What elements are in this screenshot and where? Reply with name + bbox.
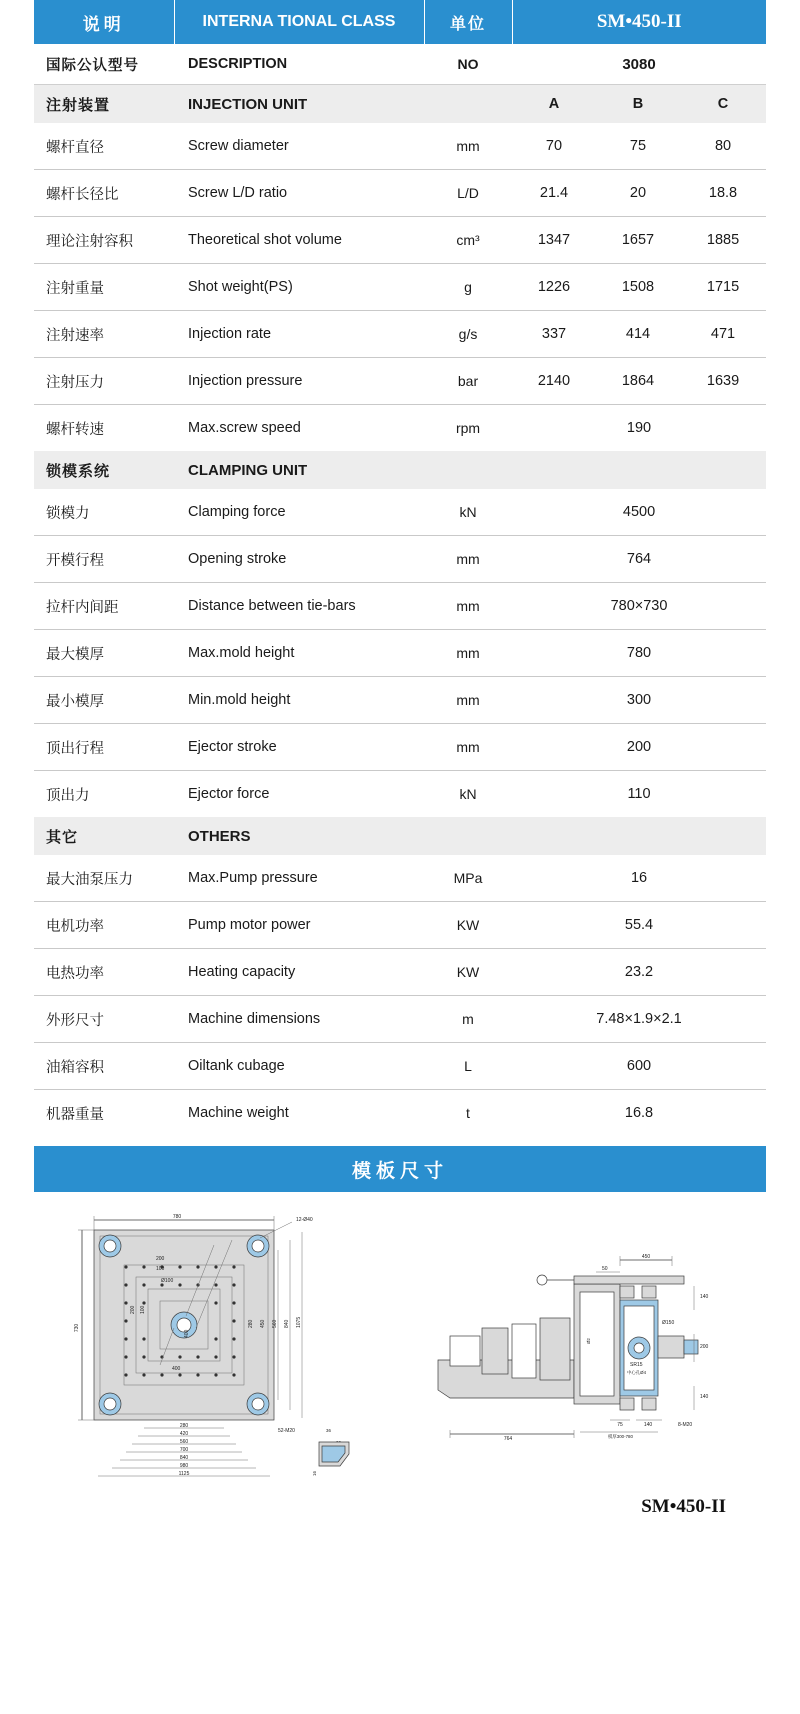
table-row: [34, 771, 766, 818]
dim-b-1125: 1125: [178, 1471, 190, 1477]
dim-v-400: 400: [184, 1329, 190, 1338]
dim-b-420: 420: [179, 1431, 189, 1437]
dim-side-140-top: 140: [700, 1294, 709, 1300]
row-unit: mm: [424, 123, 512, 170]
row-unit: L/D: [424, 170, 512, 217]
row-en: Machine dimensions: [174, 996, 424, 1043]
table-row: [34, 489, 766, 536]
row-value-c: 1885: [680, 217, 766, 264]
table-row: [34, 996, 766, 1043]
dim-r-560: 560: [272, 1319, 278, 1328]
dim-v-200b: 200: [130, 1305, 136, 1314]
row-en: Distance between tie-bars: [174, 583, 424, 630]
dim-side-bore: Ø150: [662, 1320, 675, 1326]
row-value: 300: [512, 677, 766, 724]
row-value-a: 21.4: [512, 170, 596, 217]
row-en: Clamping force: [174, 489, 424, 536]
dim-center-hole: Ø100: [161, 1278, 174, 1284]
row-value-a: 70: [512, 123, 596, 170]
dim-side-sr15: SR15: [630, 1362, 643, 1368]
row-value-c: 18.8: [680, 170, 766, 217]
row-unit: mm: [424, 536, 512, 583]
dim-v-100: 100: [156, 1266, 165, 1272]
row-unit: KW: [424, 902, 512, 949]
machine-side-drawing: [424, 1240, 714, 1450]
header-model: SM•450-II: [512, 0, 766, 44]
row-value: 23.2: [512, 949, 766, 996]
row-en: Injection pressure: [174, 358, 424, 405]
row-cn: 注射重量: [34, 264, 174, 311]
row-value-b: 1657: [596, 217, 680, 264]
dim-side-450: 450: [641, 1254, 651, 1260]
model-row-unit: NO: [424, 44, 512, 85]
section-unit-injection: [424, 85, 512, 124]
row-cn: 螺杆转速: [46, 421, 104, 438]
header-unit: 单位: [424, 0, 512, 44]
row-cn: 最小模厚: [34, 677, 174, 724]
row-unit: mm: [424, 583, 512, 630]
platen-drawing: [64, 1210, 364, 1490]
dim-bolt-16: 16: [312, 1471, 317, 1476]
table-row: [34, 724, 766, 771]
table-row: [34, 677, 766, 724]
row-en: Pump motor power: [174, 902, 424, 949]
row-cn: 锁模力: [34, 489, 174, 536]
platen-svg: [64, 1210, 364, 1490]
row-cn: 顶出行程: [34, 724, 174, 771]
section-header-injection: [34, 85, 766, 124]
section-cn-injection: 注射装置: [34, 85, 174, 124]
row-value: 55.4: [512, 902, 766, 949]
table-row: [34, 311, 766, 358]
column-label-a: A: [512, 85, 596, 124]
row-value: 110: [627, 786, 651, 802]
row-en: Ejector stroke: [174, 724, 424, 771]
row-value-a: 337: [512, 311, 596, 358]
column-label-c: C: [680, 85, 766, 124]
section-cn-others: 其它: [34, 817, 174, 855]
row-value-c: 80: [680, 123, 766, 170]
dim-side-140b: 140: [643, 1422, 653, 1428]
mold-dimension-banner: 模板尺寸: [34, 1146, 766, 1192]
section-header-others: [34, 817, 766, 855]
table-row: [34, 264, 766, 311]
row-unit: mm: [424, 724, 512, 771]
row-value: 4500: [512, 489, 766, 536]
row-value: 16.8: [624, 1105, 654, 1121]
row-unit: kN: [459, 786, 477, 802]
row-unit: g: [424, 264, 512, 311]
machine-svg: [424, 1240, 714, 1450]
dim-b-980: 980: [179, 1463, 189, 1469]
row-unit: g/s: [424, 311, 512, 358]
technical-drawings: [34, 1210, 766, 1517]
row-unit: rpm: [455, 420, 481, 436]
row-cn: 螺杆长径比: [34, 170, 174, 217]
row-cn: 机器重量: [46, 1106, 104, 1123]
row-value-b: 1508: [596, 264, 680, 311]
table-row: [34, 583, 766, 630]
row-value-c: 471: [680, 311, 766, 358]
dim-side-50: 50: [602, 1266, 608, 1272]
row-value-a: 1226: [512, 264, 596, 311]
row-value-c: 1715: [680, 264, 766, 311]
column-label-b: B: [596, 85, 680, 124]
model-row-en: DESCRIPTION: [174, 44, 424, 85]
dim-r-840: 840: [284, 1319, 290, 1328]
dim-b-560: 560: [179, 1439, 189, 1445]
row-en: Max.mold height: [174, 630, 424, 677]
row-cn: 拉杆内间距: [34, 583, 174, 630]
row-en: Opening stroke: [174, 536, 424, 583]
dim-side-center-hole: 中心孔Ø4: [627, 1370, 647, 1375]
row-cn: 注射速率: [34, 311, 174, 358]
row-unit: MPa: [424, 855, 512, 902]
dim-b-840: 840: [179, 1455, 189, 1461]
row-value-b: 20: [596, 170, 680, 217]
row-cn: 电机功率: [34, 902, 174, 949]
dim-v-100b: 100: [140, 1305, 146, 1314]
table-row: [34, 123, 766, 170]
dim-side-75: 75: [617, 1422, 623, 1428]
model-row-value: 3080: [512, 44, 766, 85]
row-value-a: 1347: [512, 217, 596, 264]
table-row: [34, 1043, 766, 1090]
dim-r-1075: 1075: [296, 1316, 302, 1328]
row-en: Screw L/D ratio: [174, 170, 424, 217]
row-en: Max.screw speed: [188, 420, 301, 436]
table-row: [34, 217, 766, 264]
row-value: 200: [512, 724, 766, 771]
specification-table: [34, 0, 766, 1136]
row-cn: 顶出力: [46, 787, 90, 804]
table-row: [34, 855, 766, 902]
row-cn: 理论注射容积: [34, 217, 174, 264]
dim-b-700: 700: [179, 1447, 189, 1453]
header-en: INTERNA TIONAL CLASS: [174, 0, 424, 44]
row-value: 600: [512, 1043, 766, 1090]
drawing-caption: SM•450-II: [641, 1496, 726, 1517]
row-cn: 外形尺寸: [34, 996, 174, 1043]
row-en: Shot weight(PS): [174, 264, 424, 311]
dim-v-200: 200: [156, 1256, 165, 1262]
row-value: 16: [512, 855, 766, 902]
row-value: 7.48×1.9×2.1: [512, 996, 766, 1043]
dim-b-280: 280: [179, 1423, 189, 1429]
model-number-row: [34, 44, 766, 85]
row-value-b: 414: [596, 311, 680, 358]
row-cn: 最大油泵压力: [34, 855, 174, 902]
row-en: Min.mold height: [174, 677, 424, 724]
dim-r-450: 450: [260, 1319, 266, 1328]
row-value: 780×730: [512, 583, 766, 630]
section-en-clamping: CLAMPING UNIT: [174, 451, 766, 489]
table-row: [34, 630, 766, 677]
row-unit: mm: [424, 677, 512, 724]
dim-hole-note: 12-Ø40: [296, 1217, 313, 1223]
row-unit: KW: [424, 949, 512, 996]
dim-400-bottom: 400: [172, 1366, 181, 1372]
dim-side-mold: 模厚300-780: [608, 1434, 633, 1439]
row-value-b: 1864: [596, 358, 680, 405]
dim-side-side: Ø2: [586, 1338, 591, 1344]
dim-side-200: 200: [700, 1344, 709, 1350]
model-row-cn: 国际公认型号: [34, 44, 174, 85]
row-en: Heating capacity: [174, 949, 424, 996]
section-cn-clamping: 锁模系统: [34, 451, 174, 489]
header-cn: 说明: [34, 0, 174, 44]
row-unit: bar: [424, 358, 512, 405]
row-unit: L: [424, 1043, 512, 1090]
row-value-a: 2140: [512, 358, 596, 405]
table-row: [34, 949, 766, 996]
dim-platen-height: 730: [74, 1323, 80, 1333]
dim-platen-width: 780: [172, 1214, 182, 1220]
row-unit: kN: [424, 489, 512, 536]
dim-side-140-bot: 140: [700, 1394, 709, 1400]
row-value-c: 1639: [680, 358, 766, 405]
row-en: Screw diameter: [174, 123, 424, 170]
row-cn: 油箱容积: [34, 1043, 174, 1090]
table-row: [34, 902, 766, 949]
row-en: Ejector force: [188, 786, 270, 802]
row-cn: 开模行程: [34, 536, 174, 583]
dim-side-bolts: 8-M20: [678, 1422, 693, 1428]
row-en: Injection rate: [174, 311, 424, 358]
section-en-injection: INJECTION UNIT: [174, 85, 424, 124]
table-row: [34, 358, 766, 405]
row-en: Machine weight: [188, 1105, 289, 1121]
row-cn: 螺杆直径: [34, 123, 174, 170]
row-en: Theoretical shot volume: [174, 217, 424, 264]
dim-r-280: 280: [248, 1319, 254, 1328]
row-cn: 电热功率: [34, 949, 174, 996]
row-value: 764: [512, 536, 766, 583]
row-cn: 最大模厚: [34, 630, 174, 677]
row-value: 190: [626, 420, 652, 436]
row-unit: m: [424, 996, 512, 1043]
row-unit: t: [466, 1105, 470, 1121]
table-row: [34, 405, 766, 452]
table-row: [34, 1090, 766, 1137]
dim-bolt-36: 36: [326, 1428, 331, 1433]
section-en-others: OTHERS: [174, 817, 766, 855]
row-en: Oiltank cubage: [174, 1043, 424, 1090]
row-unit: mm: [424, 630, 512, 677]
table-row: [34, 170, 766, 217]
row-en: Max.Pump pressure: [174, 855, 424, 902]
table-row: [34, 536, 766, 583]
row-value: 780: [512, 630, 766, 677]
dim-side-stroke: 764: [503, 1436, 513, 1442]
dim-bolt-note: 52-M20: [278, 1428, 295, 1434]
row-value-b: 75: [596, 123, 680, 170]
table-header-row: [34, 0, 766, 44]
row-unit: cm³: [424, 217, 512, 264]
section-header-clamping: [34, 451, 766, 489]
row-cn: 注射压力: [34, 358, 174, 405]
